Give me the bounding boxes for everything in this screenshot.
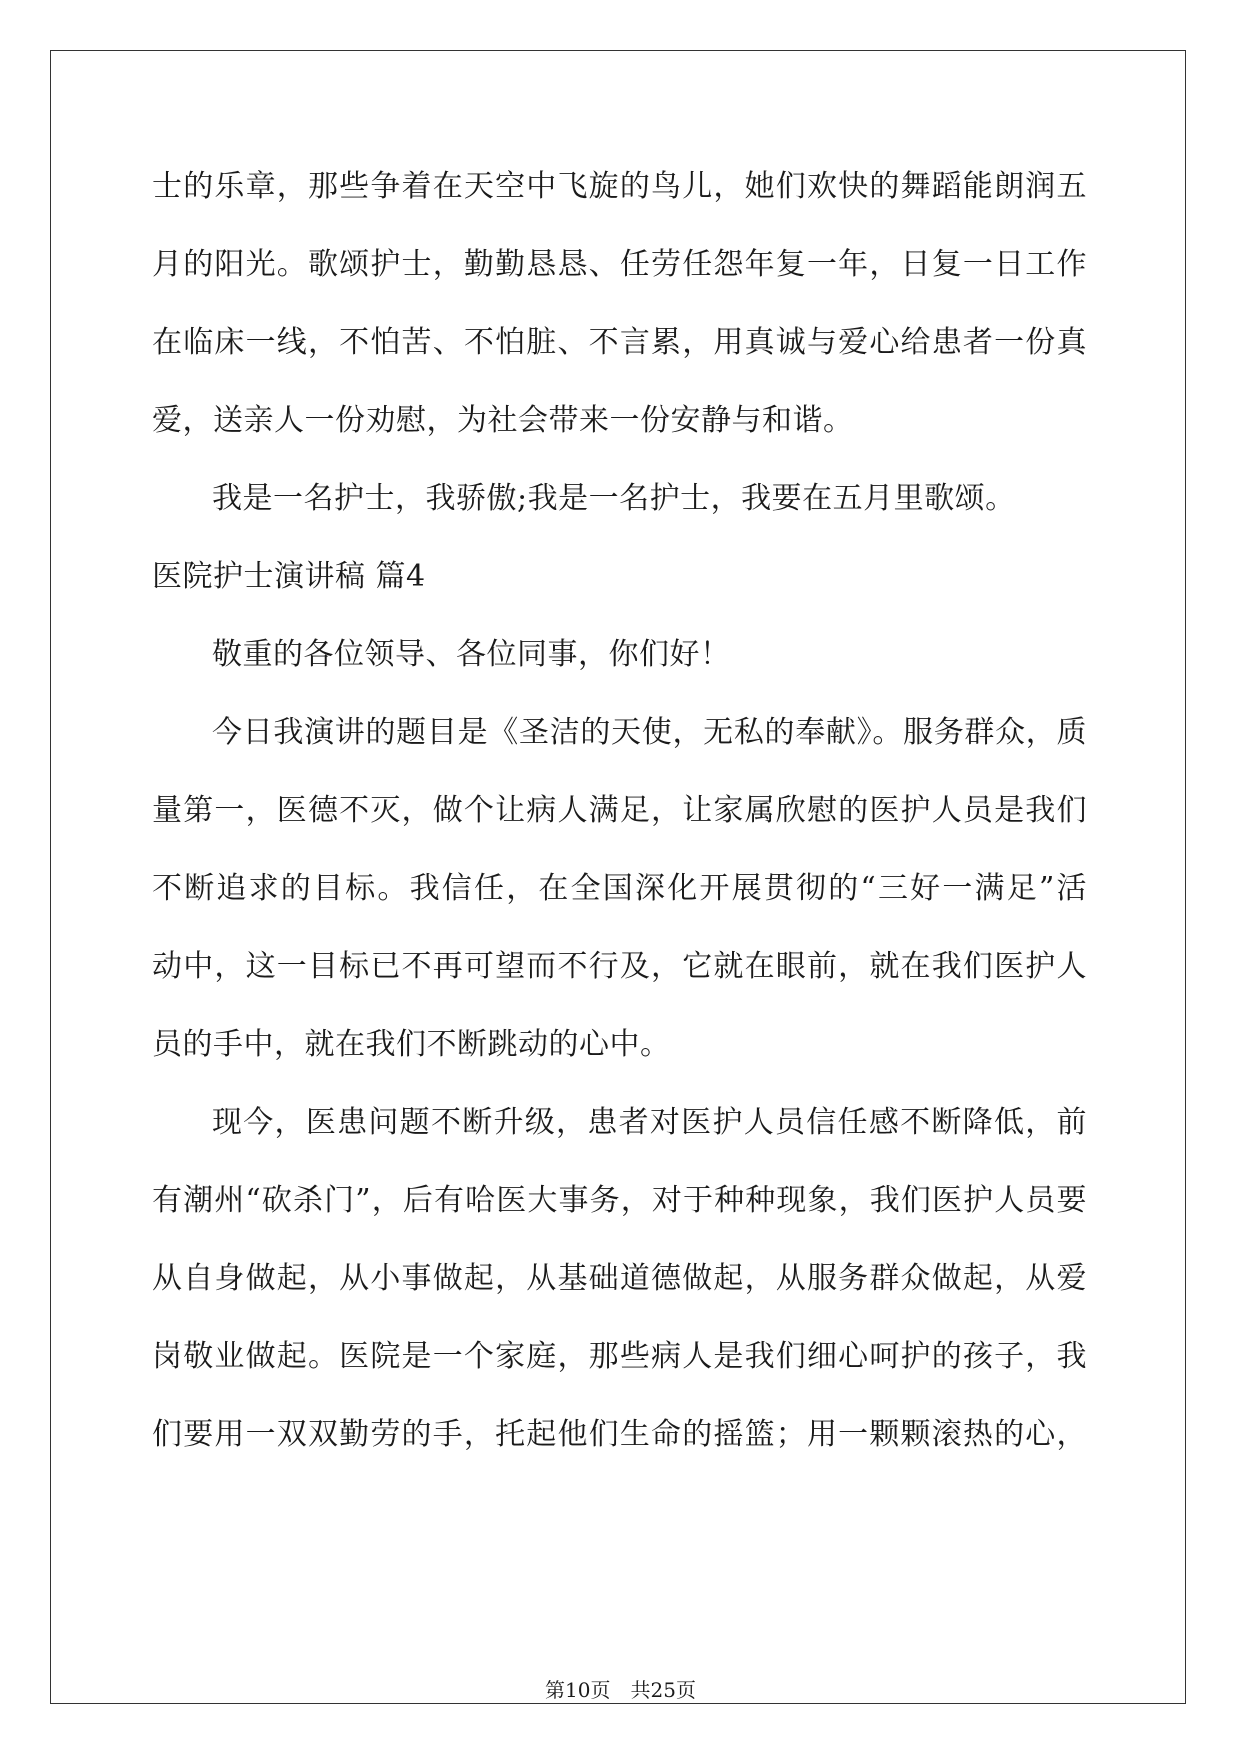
page-total: 共25页 — [630, 1678, 696, 1702]
text-line: 量第一，医德不灭，做个让病人满足，让家属欣慰的医护人员是我们 — [152, 793, 1087, 828]
page-footer — [0, 1678, 1241, 1702]
text-line: 员的手中，就在我们不断跳动的心中。 — [152, 1027, 671, 1062]
text-line: 不断追求的目标。我信任，在全国深化开展贯彻的“三好一满足”活 — [152, 871, 1087, 906]
paragraph-first-line: 现今，医患问题不断升级，患者对医护人员信任感不断降低，前 — [212, 1105, 1087, 1140]
text-line: 们要用一双双勤劳的手，托起他们生命的摇篮；用一颗颗滚热的心， — [152, 1417, 1087, 1452]
page-number: 第10页 — [545, 1678, 611, 1702]
text-line: 动中，这一目标已不再可望而不行及，它就在眼前，就在我们医护人 — [152, 949, 1087, 984]
text-line: 月的阳光。歌颂护士，勤勤恳恳、任劳任怨年复一年，日复一日工作 — [152, 247, 1087, 282]
text-line: 有潮州“砍杀门”，后有哈医大事务，对于种种现象，我们医护人员要 — [152, 1183, 1087, 1218]
paragraph-first-line: 我是一名护士，我骄傲;我是一名护士，我要在五月里歌颂。 — [212, 481, 1016, 516]
text-line: 岗敬业做起。医院是一个家庭，那些病人是我们细心呵护的孩子，我 — [152, 1339, 1087, 1374]
text-line: 从自身做起，从小事做起，从基础道德做起，从服务群众做起，从爱 — [152, 1261, 1087, 1296]
section-heading: 医院护士演讲稿 篇4 — [152, 559, 426, 594]
text-line: 爱，送亲人一份劝慰，为社会带来一份安静与和谐。 — [152, 403, 854, 438]
paragraph-first-line: 今日我演讲的题目是《圣洁的天使，无私的奉献》。服务群众，质 — [212, 715, 1087, 750]
text-line: 士的乐章，那些争着在天空中飞旋的鸟儿，她们欢快的舞蹈能朗润五 — [152, 169, 1087, 204]
salutation: 敬重的各位领导、各位同事，你们好！ — [212, 637, 731, 672]
text-line: 在临床一线，不怕苦、不怕脏、不言累，用真诚与爱心给患者一份真 — [152, 325, 1087, 360]
